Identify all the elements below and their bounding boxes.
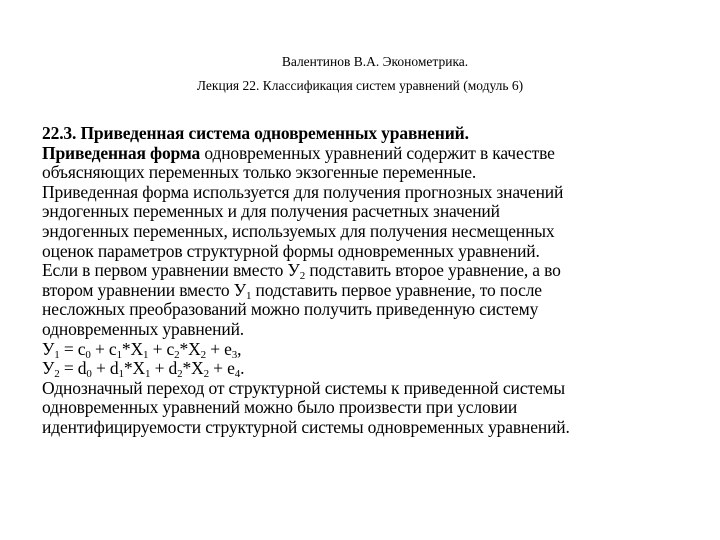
text-line: Однозначный переход от структурной системы к приведенной системы (42, 377, 565, 398)
text-line: оценок параметров структурной формы одновременных уравнений. (42, 240, 540, 261)
slide-body (42, 124, 702, 438)
slide-header (0, 50, 720, 98)
text-line: эндогенных переменных и для получения расчетных значений (42, 201, 500, 222)
text-line: одновременных уравнений можно было произвести при условии (42, 397, 518, 418)
text-line: идентифицируемости структурной системы одновременных уравнений. (42, 416, 570, 437)
equation-2: $У_2 = d_0 + d_1*X_1 + d_2*X_2 + e_4$. (42, 358, 245, 381)
text-line: одновременных уравнений содержит в качестве (200, 142, 555, 163)
author-title-line: Валентинов В.А. Эконометрика. (281, 54, 469, 69)
term-reduced-form: Приведенная форма (42, 142, 201, 163)
equation-1: $У_1 = c_0 + c_1*X_1 + c_2*X_2 + e_3$, (42, 338, 242, 361)
section-title: 22.3. Приведенная система одновременных уравнений. (42, 123, 469, 143)
paragraph-identifiability (42, 379, 702, 438)
text-line: объясняющих переменных только экзогенные переменные. (42, 162, 477, 183)
lecture-title-line: Лекция 22. Классификация систем уравнений (модуль 6) (196, 78, 524, 93)
text-line: Приведенная форма используется для получения прогнозных значений (42, 181, 564, 202)
paragraph-substitution: Если в первом уравнении вместо $У_2$ подставить второе уравнение, а во втором уравнении вместо $У_1$ подставить первое уравнение, то после несложных преобразований можно получить приведенную систему одновременных уравнений. (42, 260, 561, 339)
text-line: эндогенных переменных, используемых для получения несмещенных (42, 220, 555, 241)
paragraph-reduced-form (42, 144, 702, 262)
